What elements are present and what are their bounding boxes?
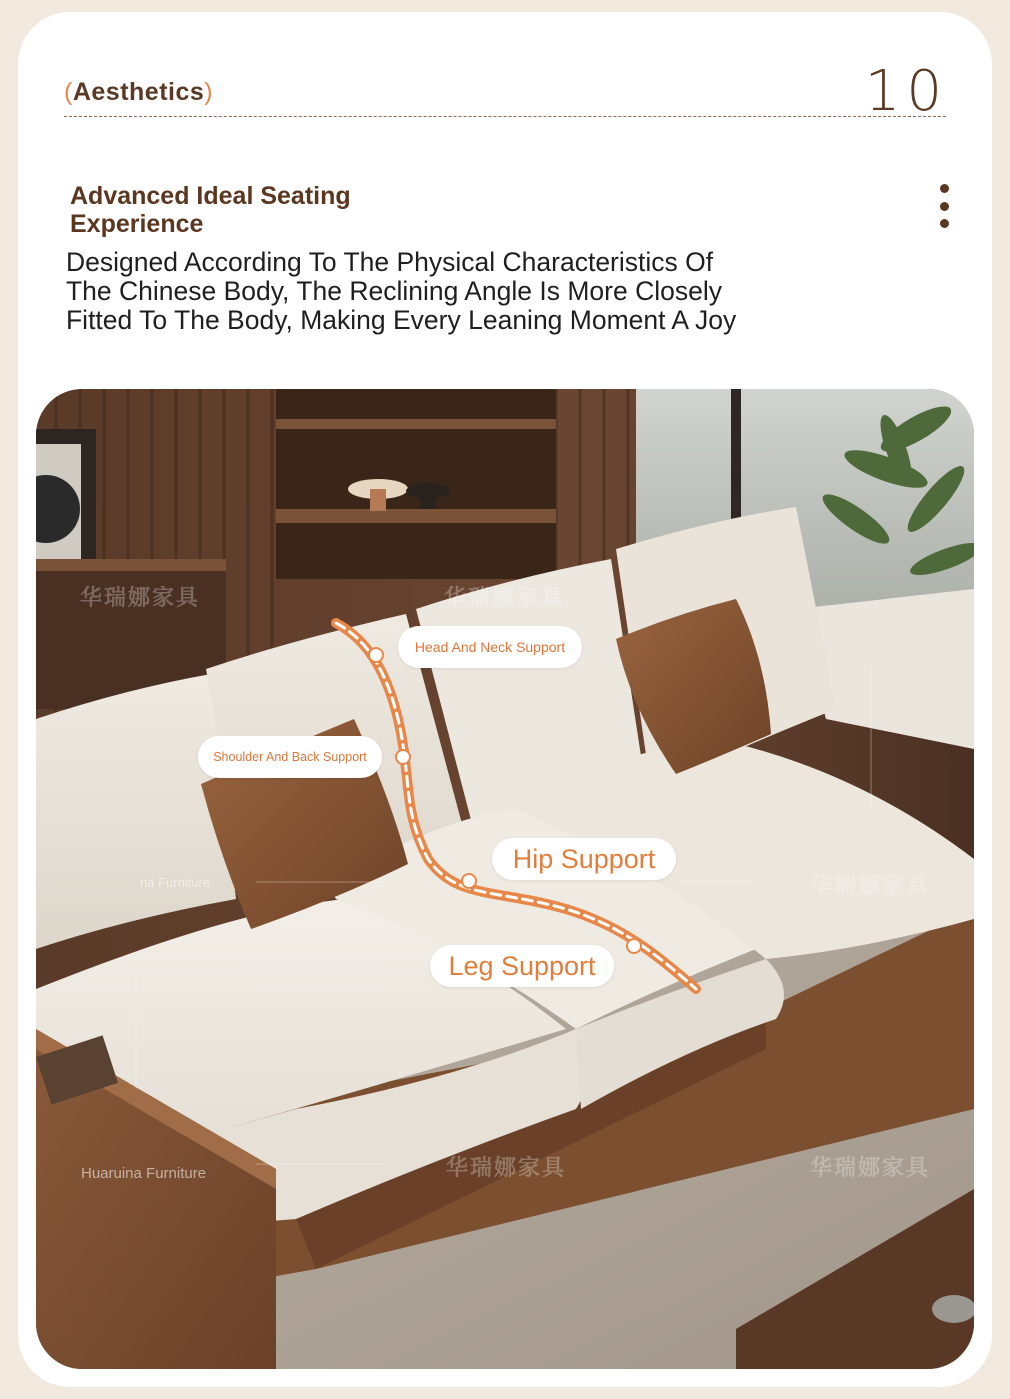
section-label	[64, 78, 213, 107]
leg-label: Leg Support	[448, 950, 596, 981]
sofa-photo	[36, 389, 974, 1369]
head-neck-callout	[398, 626, 582, 668]
watermark-cn-1: 华瑞娜家具	[80, 585, 201, 610]
vertical-dots-icon[interactable]	[938, 184, 950, 228]
watermark-en-2: na Furniture	[140, 875, 211, 890]
watermark-cn-5: 华瑞娜家具	[810, 1155, 931, 1180]
section-number: 10	[864, 59, 948, 124]
subtitle: Advanced Ideal Seating Experience	[70, 182, 351, 238]
shoulder-back-callout	[198, 736, 382, 778]
paren-close: )	[204, 78, 214, 106]
hip-label: Hip Support	[512, 843, 656, 874]
watermark-cn-4: 华瑞娜家具	[446, 1155, 567, 1180]
paren-open: (	[64, 78, 73, 106]
watermark-cn-3: 华瑞娜家具	[810, 873, 931, 898]
leg-callout	[430, 945, 614, 987]
header-divider	[64, 116, 946, 117]
hip-callout	[492, 838, 676, 880]
section-label-text: Aesthetics	[72, 78, 205, 106]
watermark-cn-2: 华瑞娜家具	[444, 585, 565, 610]
description: Designed According To The Physical Characteristics Of The Chinese Body, The Reclining Angle Is More Closely Fitted To The Body, Making Every Leaning Moment A Joy	[66, 247, 737, 335]
watermark-en-1: Huaruina Furniture	[81, 1165, 207, 1182]
content-card	[18, 12, 992, 1387]
shoulder-back-label: Shoulder And Back Support	[213, 750, 367, 764]
head-neck-label: Head And Neck Support	[414, 639, 566, 655]
